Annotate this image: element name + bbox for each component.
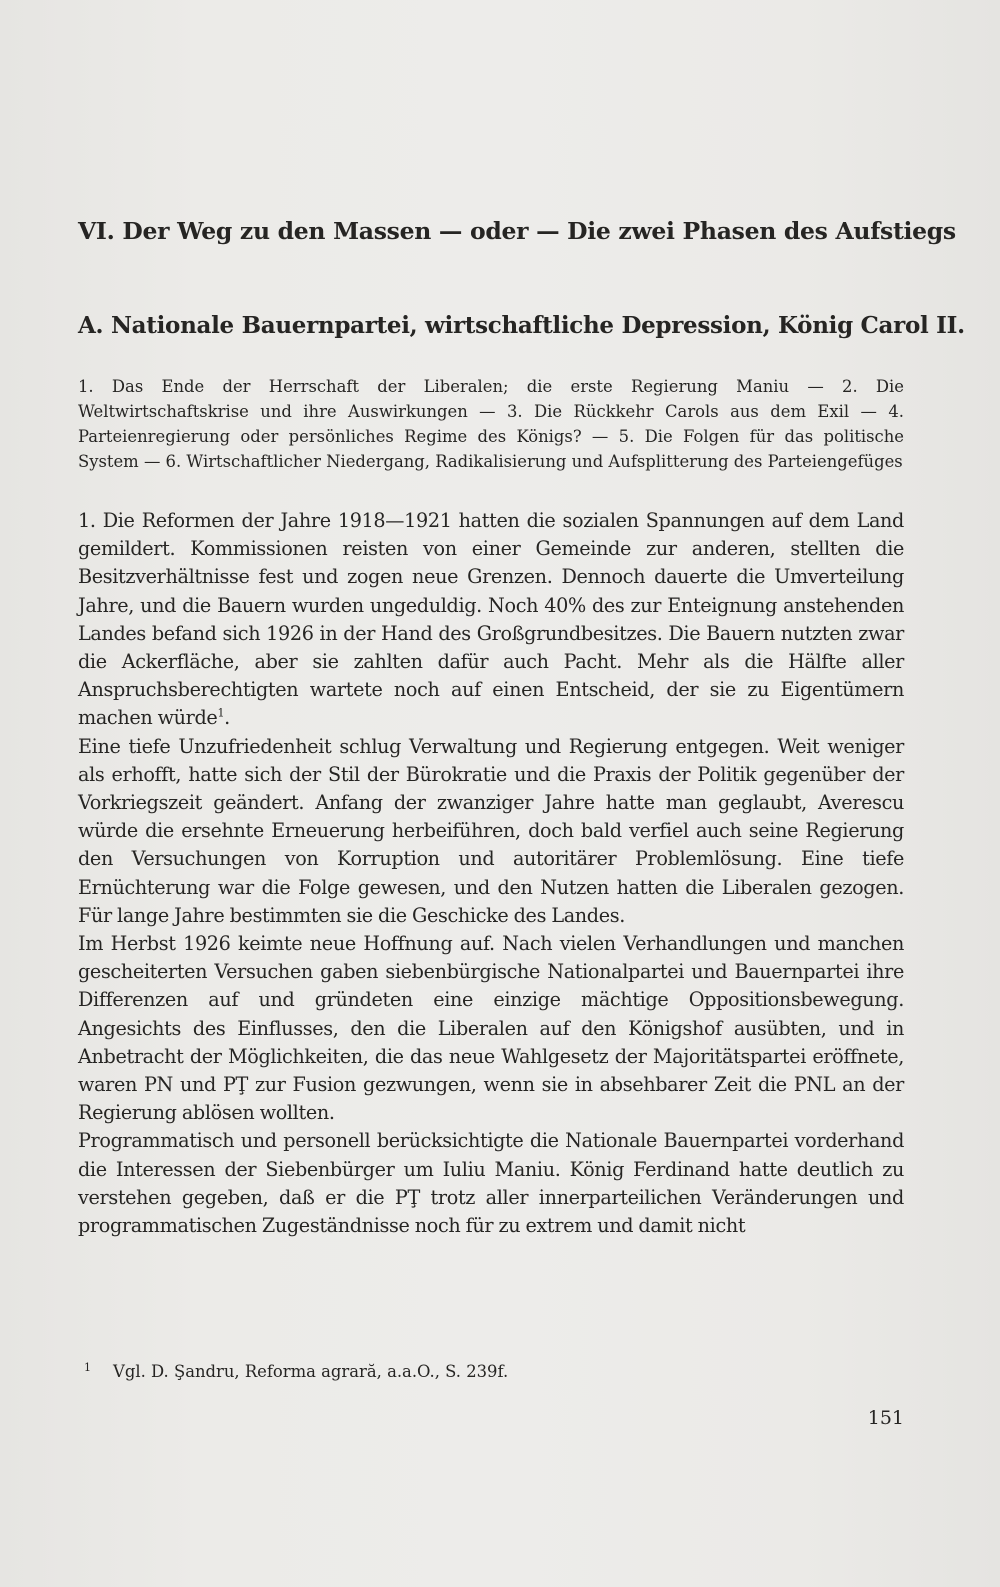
section-summary: 1. Das Ende der Herrschaft der Liberalen; die erste Regierung Maniu — 2. Die Weltwirtschaftskrise und ihre Auswirkungen — 3. Die Rückkehr Carols aus dem Exil — 4. Parteienregierung oder persönliches Regime des Königs? — 5. Die Folgen für das politische System — 6. Wirtschaftlicher Niedergang, Radikalisierung und Aufsplitterung des Parteiengefüges — [78, 377, 904, 471]
paragraph-1 — [78, 507, 904, 733]
paragraph-1-end-punctuation: . — [224, 706, 230, 730]
chapter-heading: VI. Der Weg zu den Massen — oder — Die zwei Phasen des Aufstiegs — [78, 217, 956, 245]
section-heading: A. Nationale Bauernpartei, wirtschaftliche Depression, König Carol II. — [78, 312, 965, 339]
paragraph-3: Im Herbst 1926 keimte neue Hoffnung auf. Nach vielen Verhandlungen und manchen gescheiterten Versuchen gaben siebenbürgische Nationalpartei und Bauernpartei ihre Differenzen auf und gründeten eine einzige mächtige Oppositionsbewegung. Angesichts des Einflusses, den die Liberalen auf den Königshof ausübten, und in Anbetracht der Möglichkeiten, die das neue Wahlgesetz der Majoritätspartei eröffnete, waren PN und PŢ zur Fusion gezwungen, wenn sie in absehbarer Zeit die PNL an der Regierung ablösen wollten. — [78, 932, 904, 1125]
footnote-marker: 1 — [84, 1361, 91, 1374]
paragraph-4: Programmatisch und personell berücksichtigte die Nationale Bauernpartei vorderhand die Interessen der Siebenbürger um Iuliu Maniu. König Ferdinand hatte deutlich zu verstehen gegeben, daß er die PŢ trotz aller innerparteilichen Veränderungen und programmatischen Zugeständnisse noch für zu extrem und damit nicht — [78, 1129, 904, 1238]
paragraph-1-text: 1. Die Reformen der Jahre 1918—1921 hatten die sozialen Spannungen auf dem Land gemildert. Kommissionen reisten von einer Gemeinde zur anderen, stellten die Besitzverhältnisse fest und zogen neue Grenzen. Dennoch dauerte die Umverteilung Jahre, und die Bauern wurden ungeduldig. Noch 40% des zur Enteignung anstehenden Landes befand sich 1926 in der Hand des Großgrundbesitzes. Die Bauern nutzten zwar die Ackerfläche, aber sie zahlten dafür auch Pacht. Mehr als die Hälfte aller Anspruchsberechtigten wartete noch auf einen Entscheid, der sie zu Eigentümern machen würde — [78, 509, 904, 730]
body-text — [78, 507, 904, 1240]
page-number: 151 — [867, 1407, 904, 1429]
footnote-text: Vgl. D. Şandru, Reforma agrară, a.a.O., S. 239f. — [113, 1362, 509, 1381]
footnote — [78, 1360, 904, 1384]
paragraph-2: Eine tiefe Unzufriedenheit schlug Verwaltung und Regierung entgegen. Weit weniger als erhofft, hatte sich der Stil der Bürokratie und die Praxis der Politik gegenüber der Vorkriegszeit geändert. Anfang der zwanziger Jahre hatte man geglaubt, Averescu würde die ersehnte Erneuerung herbeiführen, doch bald verfiel auch seine Regierung den Versuchungen von Korruption und autoritärer Problemlösung. Eine tiefe Ernüchterung war die Folge gewesen, und den Nutzen hatten die Liberalen gezogen. Für lange Jahre bestimmten sie die Geschicke des Landes. — [78, 734, 904, 927]
footnote-reference: 1 — [217, 707, 225, 721]
